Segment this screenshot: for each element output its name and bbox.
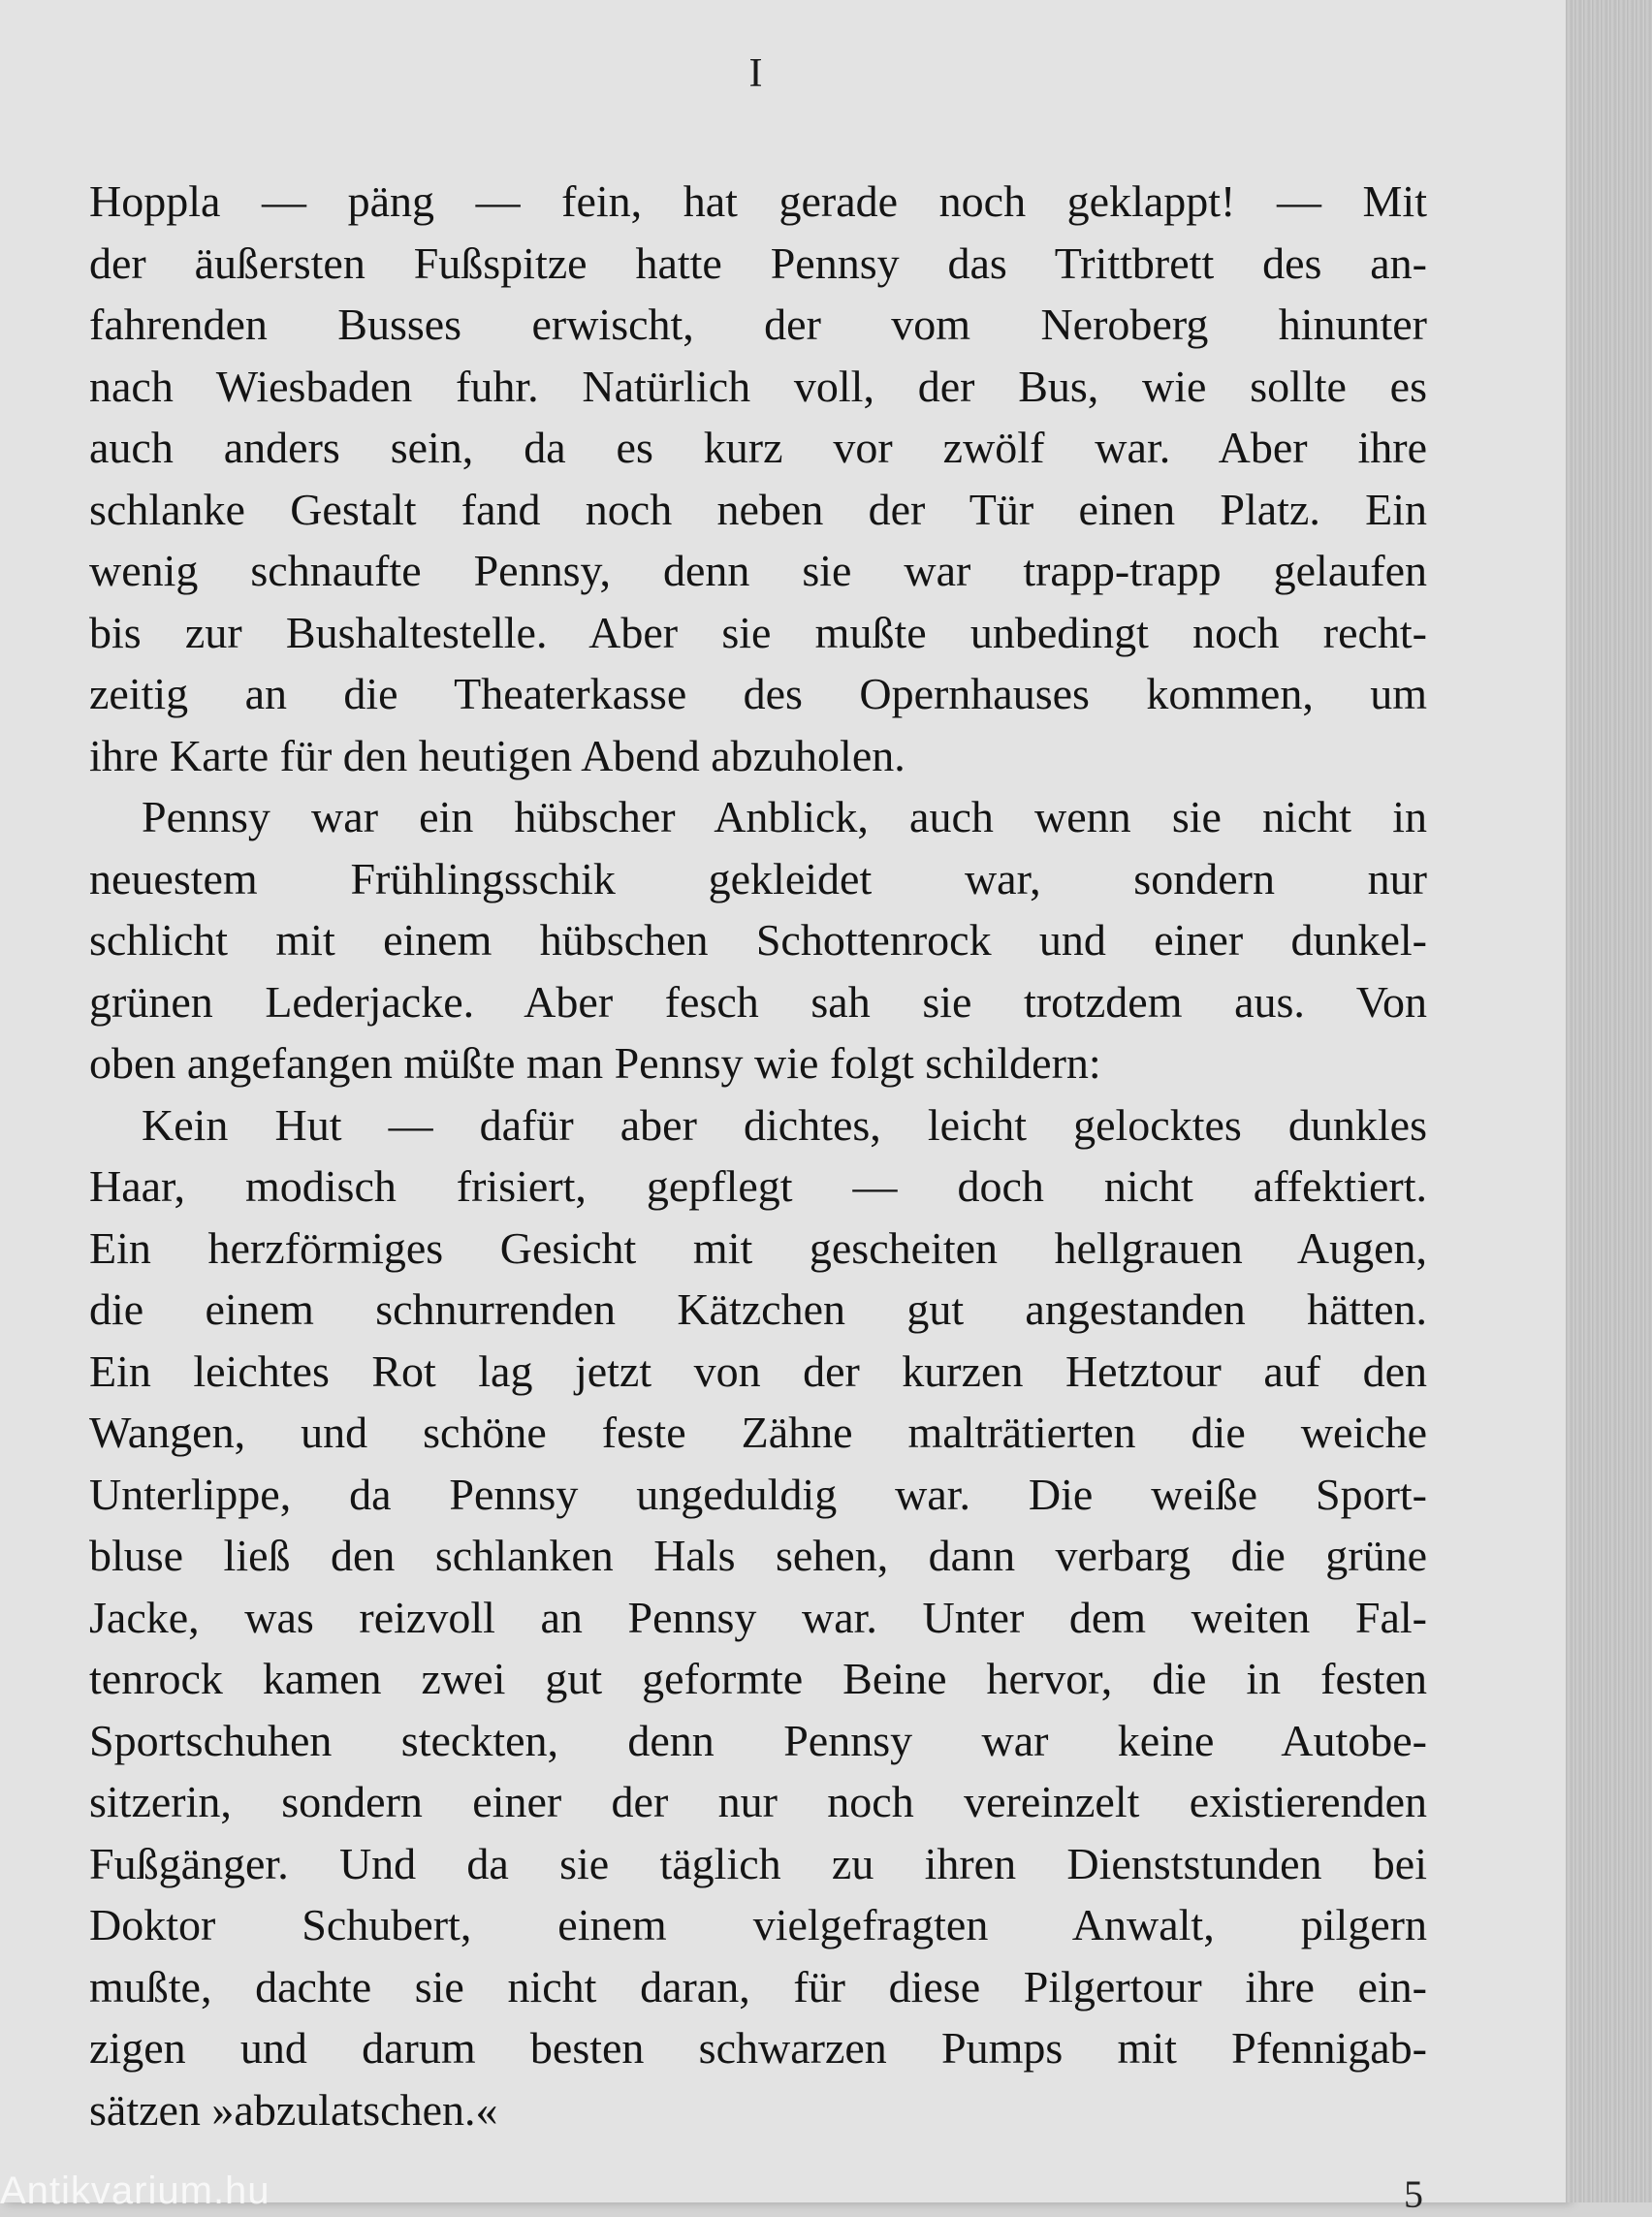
text-line: grünen Lederjacke. Aber fesch sah sie trotzdem aus. Von xyxy=(89,976,1427,1027)
text-line: neuestem Frühlingsschik gekleidet war, sondern nur xyxy=(89,853,1427,903)
text-line: oben angefangen müßte man Pennsy wie folgt schildern: xyxy=(89,1038,1101,1088)
text-line: zigen und darum besten schwarzen Pumps mit Pfennigab- xyxy=(89,2023,1427,2073)
paragraph xyxy=(89,1094,1427,2141)
paragraph xyxy=(89,786,1427,1094)
text-line: Ein herzförmiges Gesicht mit gescheiten hellgrauen Augen, xyxy=(89,1222,1427,1273)
text-line: bluse ließ den schlanken Hals sehen, dann verbarg die grüne xyxy=(89,1531,1427,1580)
text-line: der äußersten Fußspitze hatte Pennsy das Trittbrett des an- xyxy=(89,238,1427,288)
page-number: 5 xyxy=(1404,2172,1423,2216)
text-line: sitzerin, sondern einer der nur noch vereinzelt existierenden xyxy=(89,1777,1427,1826)
text-line: schlicht mit einem hübschen Schottenrock und einer dunkel- xyxy=(89,915,1427,965)
page-stack-edge xyxy=(1566,0,1652,2202)
text-line: Ein leichtes Rot lag jetzt von der kurzen Hetztour auf den xyxy=(89,1346,1427,1396)
text-line: tenrock kamen zwei gut geformte Beine hervor, die in festen xyxy=(89,1654,1427,1703)
text-line: Hoppla — päng — fein, hat gerade noch geklappt! — Mit xyxy=(89,176,1427,226)
text-line: schlanke Gestalt fand noch neben der Tür einen Platz. Ein xyxy=(89,484,1427,534)
text-line: ihre Karte für den heutigen Abend abzuholen. xyxy=(89,730,905,780)
text-line: Unterlippe, da Pennsy ungeduldig war. Die weiße Sport- xyxy=(89,1469,1427,1519)
text-line: Kein Hut — dafür aber dichtes, leicht gelocktes dunkles xyxy=(142,1099,1427,1150)
text-line: Fußgänger. Und da sie täglich zu ihren Dienststunden bei xyxy=(89,1838,1427,1888)
text-line: auch anders sein, da es kurz vor zwölf war. Aber ihre xyxy=(89,423,1427,472)
text-line: sätzen »abzulatschen.« xyxy=(89,2084,498,2135)
body-text xyxy=(89,171,1427,2140)
text-line: wenig schnaufte Pennsy, denn sie war trapp-trapp gelaufen xyxy=(89,546,1427,595)
text-line: Doktor Schubert, einem vielgefragten Anwalt, pilgern xyxy=(89,1900,1427,1949)
text-line: bis zur Bushaltestelle. Aber sie mußte unbedingt noch recht- xyxy=(89,607,1427,657)
text-line: fahrenden Busses erwischt, der vom Neroberg hinunter xyxy=(89,300,1427,349)
watermark: Antikvarium.hu xyxy=(0,2169,270,2212)
text-line: Sportschuhen steckten, denn Pennsy war keine Autobe- xyxy=(89,1715,1427,1765)
chapter-numeral: I xyxy=(748,51,764,96)
text-line: nach Wiesbaden fuhr. Natürlich voll, der Bus, wie sollte es xyxy=(89,361,1427,411)
paragraph xyxy=(89,171,1427,786)
text-line: Haar, modisch frisiert, gepflegt — doch nicht affektiert. xyxy=(89,1161,1427,1211)
text-line: Pennsy war ein hübscher Anblick, auch wenn sie nicht in xyxy=(142,792,1427,841)
text-line: Wangen, und schöne feste Zähne malträtierten die weiche xyxy=(89,1408,1427,1457)
text-line: mußte, dachte sie nicht daran, für diese Pilgertour ihre ein- xyxy=(89,1961,1427,2011)
text-line: Jacke, was reizvoll an Pennsy war. Unter dem weiten Fal- xyxy=(89,1592,1427,1642)
text-line: die einem schnurrenden Kätzchen gut angestanden hätten. xyxy=(89,1284,1427,1334)
text-line: zeitig an die Theaterkasse des Opernhauses kommen, um xyxy=(89,669,1427,718)
